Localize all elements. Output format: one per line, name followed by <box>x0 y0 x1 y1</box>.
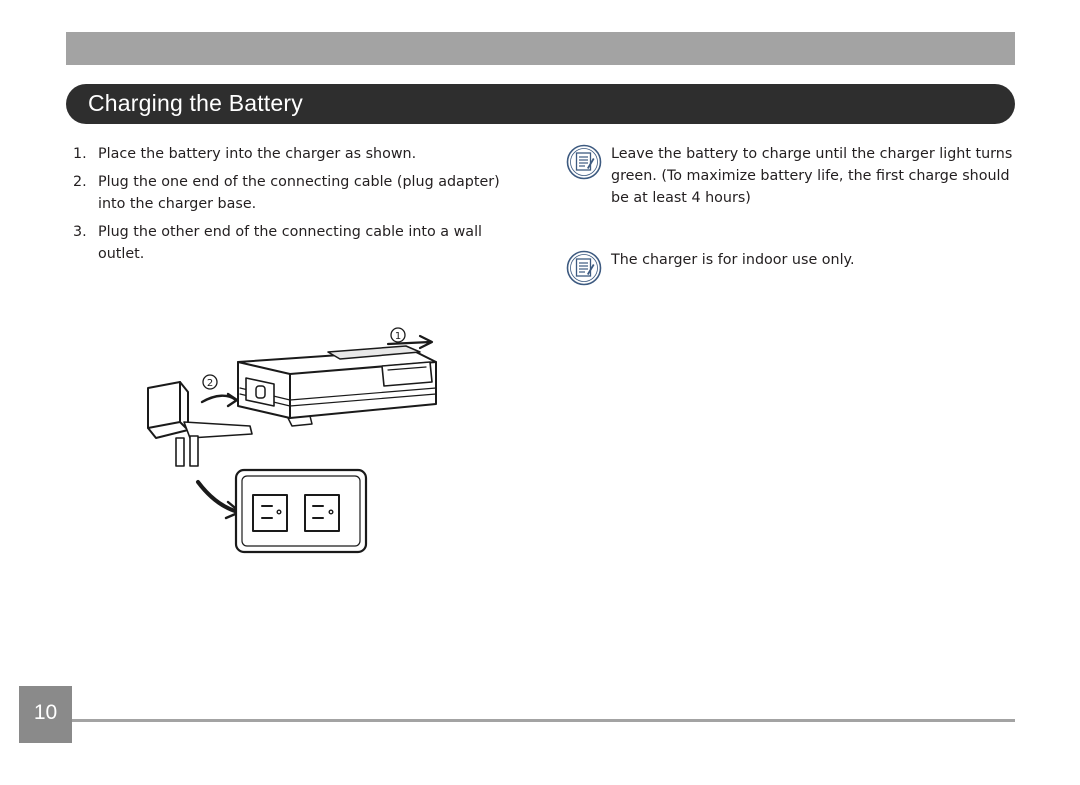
step-number: 2. <box>73 174 87 190</box>
wall-outlet <box>236 470 366 552</box>
arrow-to-outlet <box>198 482 238 512</box>
marker-2 <box>203 375 217 389</box>
arrow-step-2 <box>202 394 237 406</box>
steps-list <box>73 143 503 271</box>
svg-text:2: 2 <box>206 378 214 389</box>
note-text: The charger is for indoor use only. <box>611 252 855 268</box>
step-text: Place the battery into the charger as shown. <box>98 146 417 162</box>
step-number: 1. <box>73 146 87 162</box>
svg-text:1: 1 <box>394 331 402 342</box>
marker-1 <box>391 328 405 342</box>
charger-illustration <box>140 322 450 562</box>
step-number: 3. <box>73 224 87 240</box>
section-title: Charging the Battery <box>88 90 303 116</box>
note-text: Leave the battery to charge until the charger light turns green. (To maximize battery life, the first charge should be at least 4 hours) <box>611 146 1013 206</box>
step-item <box>73 171 503 215</box>
page-number-box <box>19 686 72 743</box>
top-decorative-bar <box>66 32 1015 65</box>
step-text: Plug the other end of the connecting cable into a wall outlet. <box>98 224 483 262</box>
charger-base <box>238 346 436 426</box>
step-item <box>73 143 503 165</box>
step-item <box>73 221 503 265</box>
note-icon <box>566 250 602 286</box>
section-header <box>66 84 1015 124</box>
note-icon <box>566 144 602 180</box>
plug-adapter <box>148 382 252 466</box>
step-text: Plug the one end of the connecting cable (plug adapter) into the charger base. <box>98 174 500 212</box>
footer-rule <box>72 719 1015 722</box>
page-number: 10 <box>33 701 58 724</box>
